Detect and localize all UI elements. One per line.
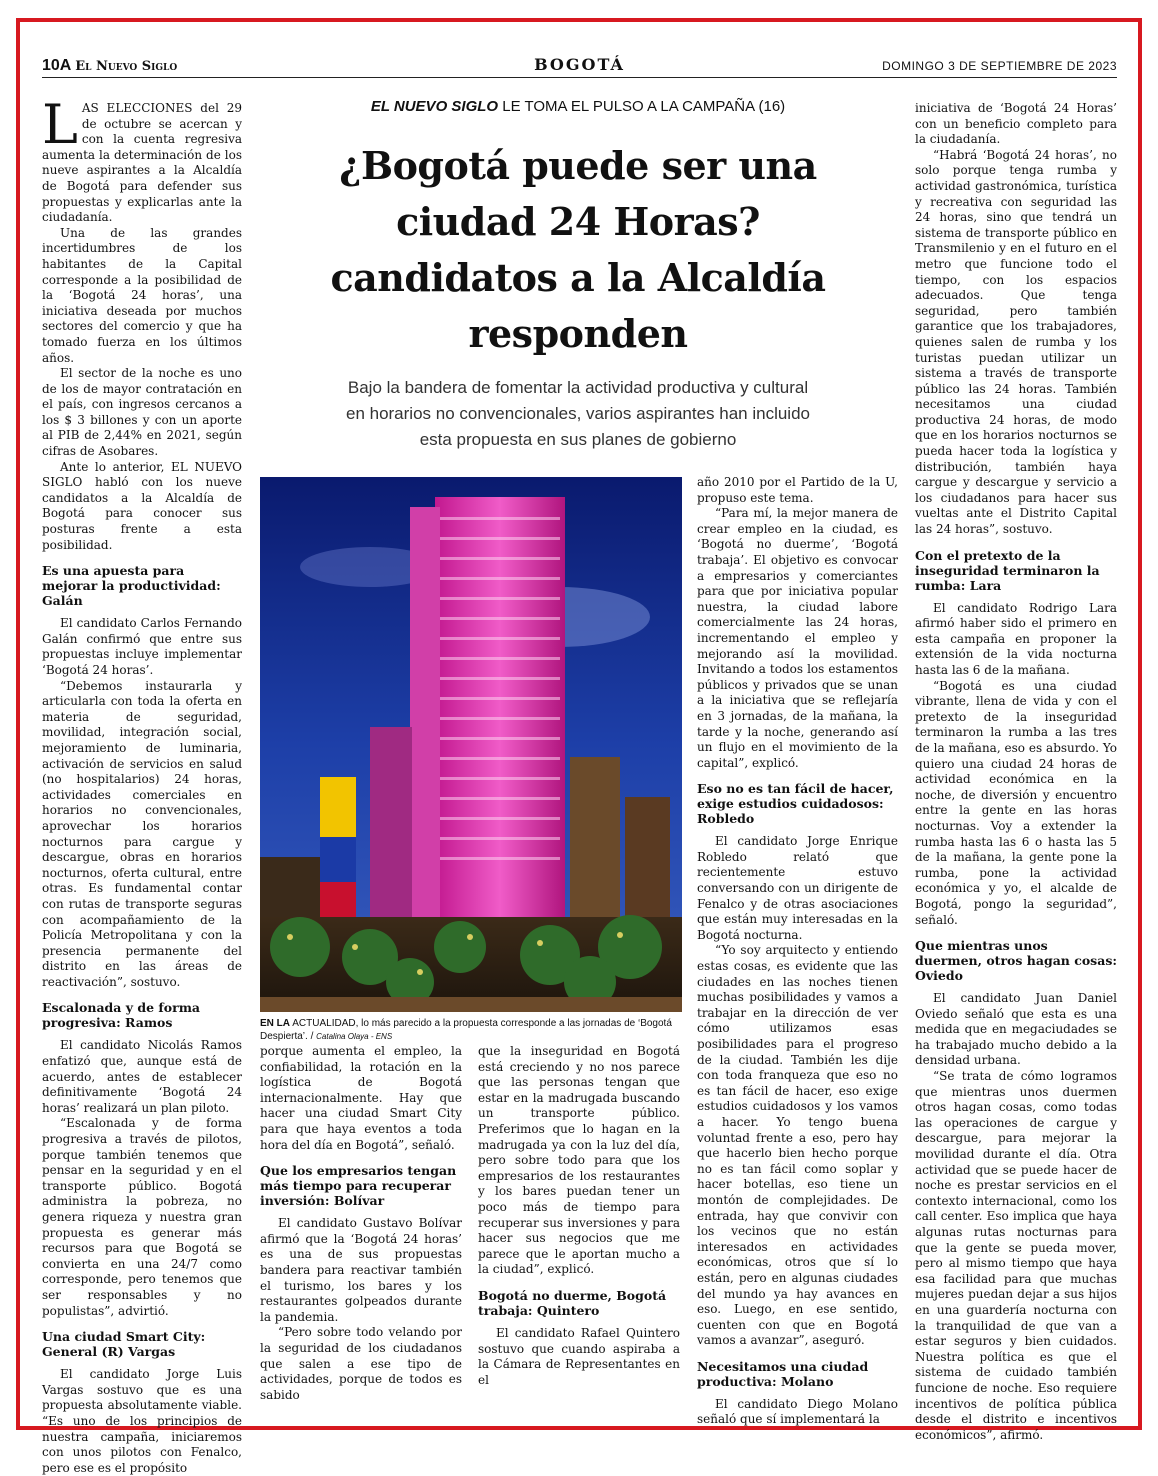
kicker xyxy=(268,98,888,115)
subheading: Bogotá no duerme, Bogotá trabaja: Quintero xyxy=(478,1287,667,1318)
subheading: Con el pretexto de la inseguridad terminaron la rumba: Lara xyxy=(915,547,1100,593)
deck-line: Bajo la bandera de fomentar la actividad productiva y cultural xyxy=(347,378,809,397)
subheading: Que mientras unos duermen, otros hagan cosas: Oviedo xyxy=(915,938,1117,984)
article-column-4 xyxy=(697,475,898,1428)
paragraph: “Yo soy arquitecto y entiendo estas cosas, es evidente que las ciudades en las noches tienen muchas posibilidades y vamos a trabajar en la dirección de ver cómo utilizamos esas posibilidades para el progreso de la ciudad. También les dije con toda franqueza que eso no es tan fácil de hacer, eso exige estudios cuidadosos y los vamos a hacer. Yo tengo buena voluntad frente a eso, pero hay que hacerlo bien hecho porque no es tan fácil como soplar y hacer botellas, eso tiene un montón de complejidades. De entrada, hay que convivir con los vecinos que no están interesados en actividades económicas, otros que sí lo están, pero en algunas ciudades del mundo ya hay avances en eso. Luego, en ese sentido, cuenten con que en Bogotá vamos a avanzar”, aseguró. xyxy=(697,943,898,1348)
paragraph: El candidato Juan Daniel Oviedo señaló que esta es una medida que en megaciudades se ha trabajado mucho debido a la densidad urbana. xyxy=(915,991,1117,1068)
paragraph: “Habrá ‘Bogotá 24 horas’, no solo porque tenga rumba y actividad gastronómica, turística y recreativa con seguridad las 24 horas, sino que tendrá un sistema de transporte público en Transmilenio y en el futuro en el metro que funcione todo el tiempo, con los espacios adecuados. Que tenga seguridad, pero también garantice que los trabajadores, quienes salen de rumba y los turistas puedan utilizar un sistema a través de transporte público las 24 horas. También necesitamos una ciudad productiva 24 horas, de modo que en los horarios nocturnos se pueda hacer toda la logística y distribución, también haya cargue y descargue y servicio a los ciudadanos para hacer sus vueltas ante el Distrito Capital las 24 horas”, sostuvo. xyxy=(915,147,1117,537)
headline-line: responden xyxy=(468,311,688,356)
subheading: Escalonada y de forma progresiva: Ramos xyxy=(42,1000,201,1031)
kicker-brand: EL NUEVO SIGLO xyxy=(370,98,499,115)
subheading: Es una apuesta para mejorar la productividad: Galán xyxy=(42,563,221,609)
issue-date: DOMINGO 3 DE SEPTIEMBRE DE 2023 xyxy=(882,59,1117,73)
section-title: BOGOTÁ xyxy=(534,55,625,74)
paragraph: El candidato Gustavo Bolívar afirmó que la ‘Bogotá 24 horas’ es una de sus propuestas bandera para reactivar también el turismo, los bares y los restaurantes golpeados durante la pandemia. xyxy=(260,1216,462,1324)
subheading: Una ciudad Smart City: General (R) Vargas xyxy=(42,1329,206,1360)
paragraph: El candidato Carlos Fernando Galán confirmó que entre sus propuestas incluye implementar ‘Bogotá 24 horas’. xyxy=(42,616,242,677)
paragraph: LAS ELECCIONES del 29 de octubre se acercan y con la cuenta regresiva aumenta la determinación de los nueve aspirantes a la Alcaldía de Bogotá para defender sus propuestas y explicarlas ante la ciudadanía. xyxy=(42,93,242,225)
paragraph: porque aumenta el empleo, la confiabilidad, la rotación en la logística de Bogotá internacionalmente. Hay que hacer una ciudad Smart City para que haya eventos a toda hora del día en Bogotá”, señaló. xyxy=(260,1044,462,1152)
deck-line: esta propuesta en sus planes de gobierno xyxy=(419,430,737,449)
headline-line: ¿Bogotá puede ser una xyxy=(339,143,817,188)
header-rule xyxy=(42,77,1117,78)
subheading: Necesitamos una ciudad productiva: Molano xyxy=(697,1358,869,1389)
paragraph: “Bogotá es una ciudad vibrante, llena de vida y con el pretexto de la inseguridad terminaron la rumba a las tres de la mañana, eso es absurdo. Yo quiero una ciudad 24 horas de actividad económica en la noche, de diversión y encuentro entre la gente en las horas nocturnas. Voy a extender la rumba hasta las 6 o hasta las 5 de la mañana, la gente pone la rumba, pone la actividad económica y yo, el alcalde de Bogotá, pongo la seguridad”, señaló. xyxy=(915,678,1117,927)
subheading: Eso no es tan fácil de hacer, exige estudios cuidadosos: Robledo xyxy=(697,781,894,827)
paragraph: El candidato Jorge Luis Vargas sostuvo que es una propuesta absolutamente viable. “Es uno de los principios de nuestra campaña, iniciaremos con unos pilotos con Fenalco, pero ese es el propósito xyxy=(42,1367,242,1475)
kicker-text: LE TOMA EL PULSO A LA CAMPAÑA (16) xyxy=(502,98,786,115)
article-column-2 xyxy=(260,1044,462,1403)
subheading: Que los empresarios tengan más tiempo para recuperar inversión: Bolívar xyxy=(260,1163,457,1209)
deck-line: en horarios no convencionales, varios aspirantes han incluido xyxy=(345,404,810,423)
paragraph: El sector de la noche es uno de los de mayor contratación en el país, con ingresos cercanos a los $ 3 billones y con un aporte al PIB de 2,44% en 2021, según cifras de Asobares. xyxy=(42,366,242,459)
paragraph: Una de las grandes incertidumbres de los habitantes de la Capital corresponde a la posibilidad de la ‘Bogotá 24 horas’, una iniciativa deseada por muchos sectores del comercio y que ha tomado fuerza en los últimos años. xyxy=(42,225,242,365)
city-night-photo xyxy=(260,477,682,1012)
paragraph: que la inseguridad en Bogotá está creciendo y no nos parece que las personas tengan que estar en la madrugada buscando un transporte público. Preferimos que lo hagan en la madrugada ya con la luz del día, pero sobre todo para que los empresarios de los restaurantes y los bares puedan tener un poco más de tiempo para recuperar sus inversiones y para hacer sus negocios que me parece que le aportan mucho a la ciudad”, explicó. xyxy=(478,1044,680,1277)
paragraph: “Escalonada y de forma progresiva a través de pilotos, porque también tenemos que pensar en la seguridad y en el transporte público. Bogotá administra la pobreza, no genera riqueza y nuestra gran propuesta es generar más recursos para que Bogotá se convierta en una 24/7 como corresponde, pero tenemos que ser responsables y no populistas”, advirtió. xyxy=(42,1116,242,1318)
headline-line: candidatos a la Alcaldía xyxy=(330,255,826,300)
drop-cap: L xyxy=(42,93,78,156)
paragraph: año 2010 por el Partido de la U, propuso este tema. xyxy=(697,475,898,505)
deck xyxy=(300,375,856,453)
page-header xyxy=(42,55,1117,79)
headline xyxy=(268,138,888,362)
article-column-5 xyxy=(915,101,1117,1443)
paragraph: “Para mí, la mejor manera de crear empleo en la ciudad, es ‘Bogotá no duerme’, ‘Bogotá trabaja’. El objetivo es convocar a empresarios y comerciantes para que por iniciativa popular nuestra, la ciudad labore comercialmente las 24 horas, incrementando el empleo y mejorando así la movilidad. Invitando a todos los estamentos públicos y privados que se unan a la iniciativa que se reflejaría en 3 jornadas, de la mañana, la tarde y la noche, generando así un flujo en el movimiento de la capital”, explicó. xyxy=(697,506,898,770)
paragraph: El candidato Nicolás Ramos enfatizó que, aunque está de acuerdo, antes de establecer definitivamente ‘Bogotá 24 horas’ realizará un plan piloto. xyxy=(42,1038,242,1115)
paragraph: Ante lo anterior, EL NUEVO SIGLO habló con los nueve candidatos a la Alcaldía de Bogotá para conocer sus posturas frente a esta posibilidad. xyxy=(42,459,242,552)
article-column-1 xyxy=(42,93,242,1476)
paragraph: El candidato Diego Molano señaló que sí implementará la xyxy=(697,1396,898,1427)
paragraph: El candidato Jorge Enrique Robledo relató que recientemente estuvo conversando con un dirigente de Fenalco y de otras asociaciones que están muy interesadas en la Bogotá nocturna. xyxy=(697,834,898,942)
paragraph: “Se trata de cómo logramos que mientras unos duermen otros hagan cosas, como todas las operaciones de cargue y descargue, para mejorar la movilidad durante el día. Otra actividad que se puede hacer de noche es prestar servicios en el contexto internacional, como los call center. Eso implica que haya algunas rutas nocturnas para que la gente se pueda mover, pero al mismo tiempo que haya esa facilidad para que muchas mujeres puedan dejar a sus hijos en una guardería nocturna con la tranquilidad de que van a estar seguros y bien cuidados. Nuestra política es que el sistema de cuidado también funcione de noche. Eso requiere incentivos de política pública desde el distrito e incentivos económicos”, afirmó. xyxy=(915,1069,1117,1442)
paragraph: El candidato Rodrigo Lara afirmó haber sido el primero en esta campaña en proponer la extensión de la vida nocturna hasta las 6 de la mañana. xyxy=(915,600,1117,677)
paragraph: iniciativa de ‘Bogotá 24 Horas’ con un beneficio completo para la ciudadanía. xyxy=(915,101,1117,147)
skyscraper-photo-illustration xyxy=(260,477,682,1012)
page-number: 10A El Nuevo Siglo xyxy=(42,57,178,74)
paragraph: “Debemos instaurarla y articularla con toda la oferta en materia de seguridad, movilidad, integración social, mejoramiento de luminaria, activación de servicios en salud (no hospitalarios) 24 horas, actividades comerciales en horarios no convencionales, aprovechar los horarios nocturnos para cargue y descargue, obras en horarios nocturnos, oferta cultural, entre otras. Es fundamental contar con rutas de transporte seguras con acompañamiento de la Policía Metropolitana y con la presencia permanente del distrito en las áreas de reactivación”, sostuvo. xyxy=(42,678,242,989)
article-column-3 xyxy=(478,1044,680,1388)
photo-caption: EN LA ACTUALIDAD, lo más parecido a la propuesta corresponde a las jornadas de ‘Bogotá Despierta’. / Catalina Olaya - ENS xyxy=(260,1018,672,1042)
paragraph: El candidato Rafael Quintero sostuvo que cuando aspiraba a la Cámara de Representantes en el xyxy=(478,1325,680,1387)
paragraph: “Pero sobre todo velando por la seguridad de los ciudadanos que salen a ese tipo de actividades, porque de todos es sabido xyxy=(260,1325,462,1402)
headline-line: ciudad 24 Horas? xyxy=(396,199,760,244)
